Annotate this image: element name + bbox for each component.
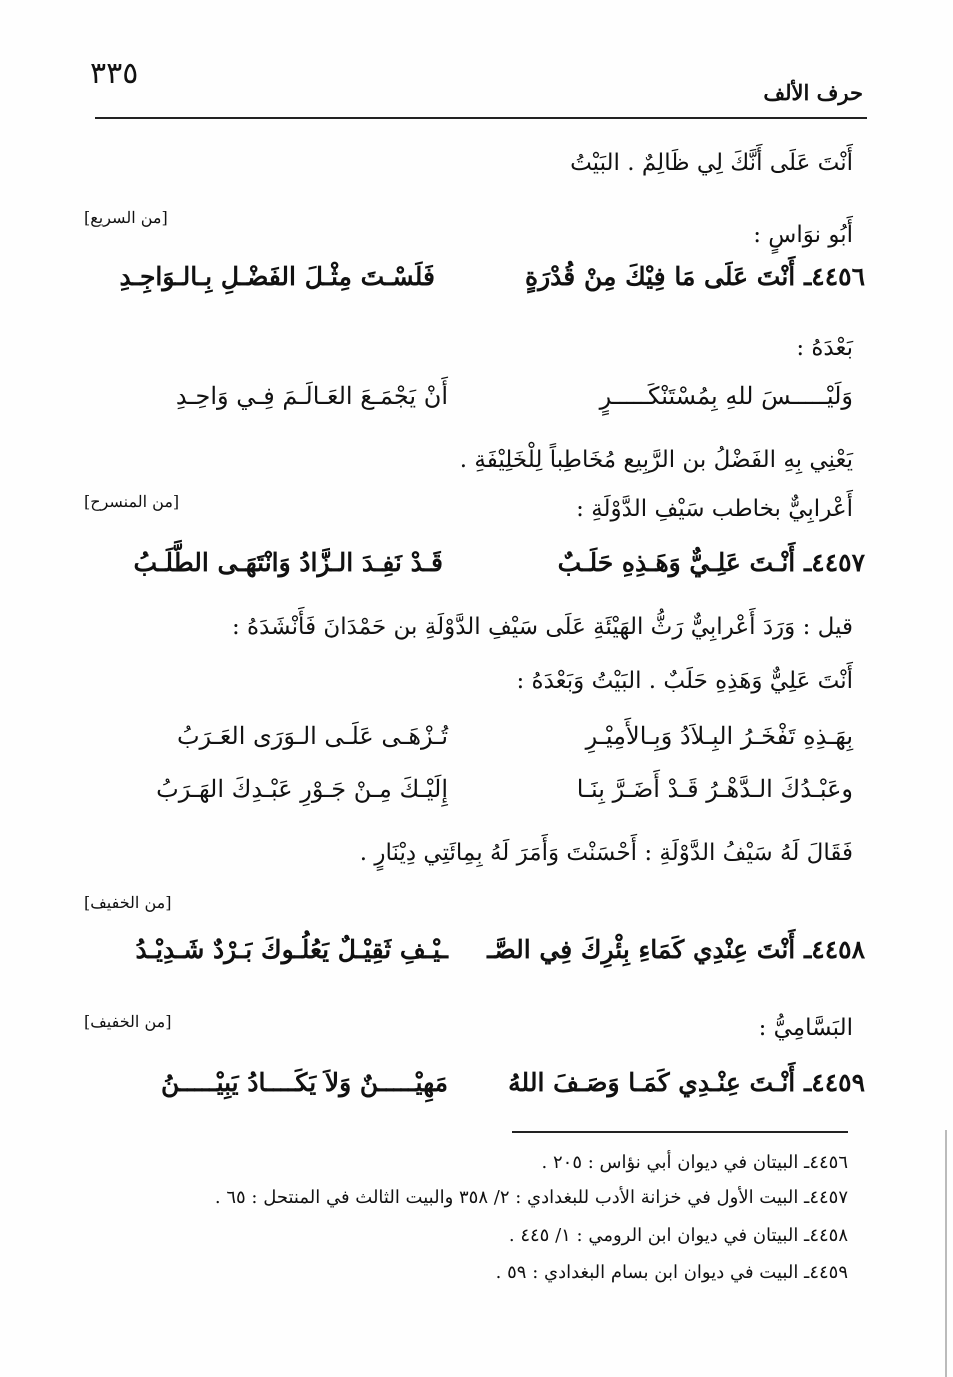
verse-4458-second-hemistich: ـيْـفِ ثَقِيْـلٌ يَعُلُـوكَ بَـرْدٌ شَـدِيْـدُ bbox=[135, 935, 448, 964]
verse-4457-second-hemistich: قَـدْ نَفِـدَ الـزَّادُ وَانْتَهَـى الطَّلَـبُ bbox=[133, 548, 443, 577]
header-rule bbox=[95, 117, 867, 119]
footnote: ٤٤٥٨ـ البيتان في ديوان ابن الرومي : ١/ ٤٤٥ . bbox=[508, 1225, 848, 1246]
verse-second-hemistich: إِلَيْـكَ مِـنْ جَـوْرِ عَبْـدِكَ الهَـرَبُ bbox=[156, 775, 448, 803]
verse-4457-first-hemistich: ٤٤٥٧ـ أَنْـتَ عَلِـيٌّ وَهَـذِهِ حَلَـبٌ bbox=[557, 548, 865, 577]
text-line: بَعْدَهُ : bbox=[796, 335, 853, 361]
text-line: يَعْنِي بِهِ الفَضْلُ بن الرَّبِيع مُخَاطِباً لِلْخَلِيْفَةِ . bbox=[459, 447, 853, 473]
verse-4456-second-hemistich: فَلَسْـتَ مِثْـلَ الفَضْـلِ بِـالـوَاجِـدِ bbox=[119, 262, 435, 291]
text-line: فَقَالَ لَهُ سَيْفُ الدَّوْلَةِ : أَحْسَنْتَ وَأَمَرَ لَهُ بِمِائَتِي دِيْنَارٍ . bbox=[359, 840, 853, 866]
verse-first-hemistich: وَلَيْـــــسَ للهِ بِمُسْتَنْكَـــــرٍ bbox=[599, 382, 853, 410]
text-line: أَنْتَ عَلِيٌّ وَهَذِهِ حَلَبٌ . البَيْتُ وَبَعْدَهُ : bbox=[516, 668, 853, 694]
meter-label: [من الخفيف] bbox=[84, 1012, 172, 1031]
footnote-rule bbox=[512, 1131, 848, 1133]
page-edge-line bbox=[945, 1130, 947, 1377]
meter-label: [من المنسرح] bbox=[84, 492, 180, 511]
verse-4456-first-hemistich: ٤٤٥٦ـ أَنْتَ عَلَى مَا فِيْكَ مِنْ قُدْرَةٍ bbox=[525, 262, 865, 291]
meter-label: [من الخفيف] bbox=[84, 893, 172, 912]
verse-first-hemistich: بِهَـذِهِ تَفْخَـرُ البِـلاَدُ وَبِـالأَمِيْـرِ bbox=[585, 722, 853, 750]
verse-4459-first-hemistich: ٤٤٥٩ـ أَنْـتَ عِنْـدِي كَمَـا وَصَـفَ اللهُ bbox=[508, 1068, 865, 1097]
footnote: ٤٤٥٧ـ البيت الأول في خزانة الأدب للبغدادي : ٢/ ٣٥٨ والبيت الثالث في المنتحل : ٦٥ . bbox=[214, 1187, 848, 1208]
verse-first-hemistich: وعَبْـدُكَ الـدَّهْـرُ قَـدْ أَضَـرَّ بِنَـا bbox=[576, 775, 853, 803]
poet-attribution: أَبُو نوَاسٍ : bbox=[753, 222, 853, 248]
poet-attribution: البَسَّامِيُّ : bbox=[758, 1015, 853, 1041]
text-line: أَنْتَ عَلَى أَنَّكَ لِي ظَالِمٌ . البَيْتُ bbox=[570, 150, 853, 176]
meter-label: [من السريع] bbox=[84, 208, 168, 227]
text-line: قيل : وَرَدَ أَعْرابِيٌّ رَثُّ الهَيْئَةِ عَلَى سَيْفِ الدَّوْلَةِ بن حَمْدَانَ فَأَنْشَدَهُ : bbox=[231, 614, 853, 640]
verse-second-hemistich: أَنْ يَجْمَـعَ العَـالَـمَ فِـي وَاحِـدِ bbox=[175, 382, 448, 410]
verse-second-hemistich: تُـزْهَـى عَلَـى الـوَرَى العَـرَبُ bbox=[176, 722, 448, 750]
footnote: ٤٤٥٩ـ البيت في ديوان ابن بسام البغدادي : ٥٩ . bbox=[495, 1262, 848, 1283]
verse-4459-second-hemistich: مَهِيْـــــنٌ وَلاَ يَكَــــادُ يَبِيْـــــنُ bbox=[160, 1068, 448, 1097]
page-number: ٣٣٥ bbox=[90, 56, 139, 91]
poet-attribution: أَعْرابِيٌّ بخاطب سَيْفِ الدَّوْلَةِ : bbox=[576, 496, 853, 522]
footnote: ٤٤٥٦ـ البيتان في ديوان أبي نؤاس : ٢٠٥ . bbox=[541, 1152, 848, 1173]
verse-4458-first-hemistich: ٤٤٥٨ـ أَنْتَ عِنْدِي كَمَاءِ بِئْرِكَ فِي الصَّـ bbox=[487, 935, 865, 964]
running-title: حرف الألف bbox=[763, 80, 863, 105]
